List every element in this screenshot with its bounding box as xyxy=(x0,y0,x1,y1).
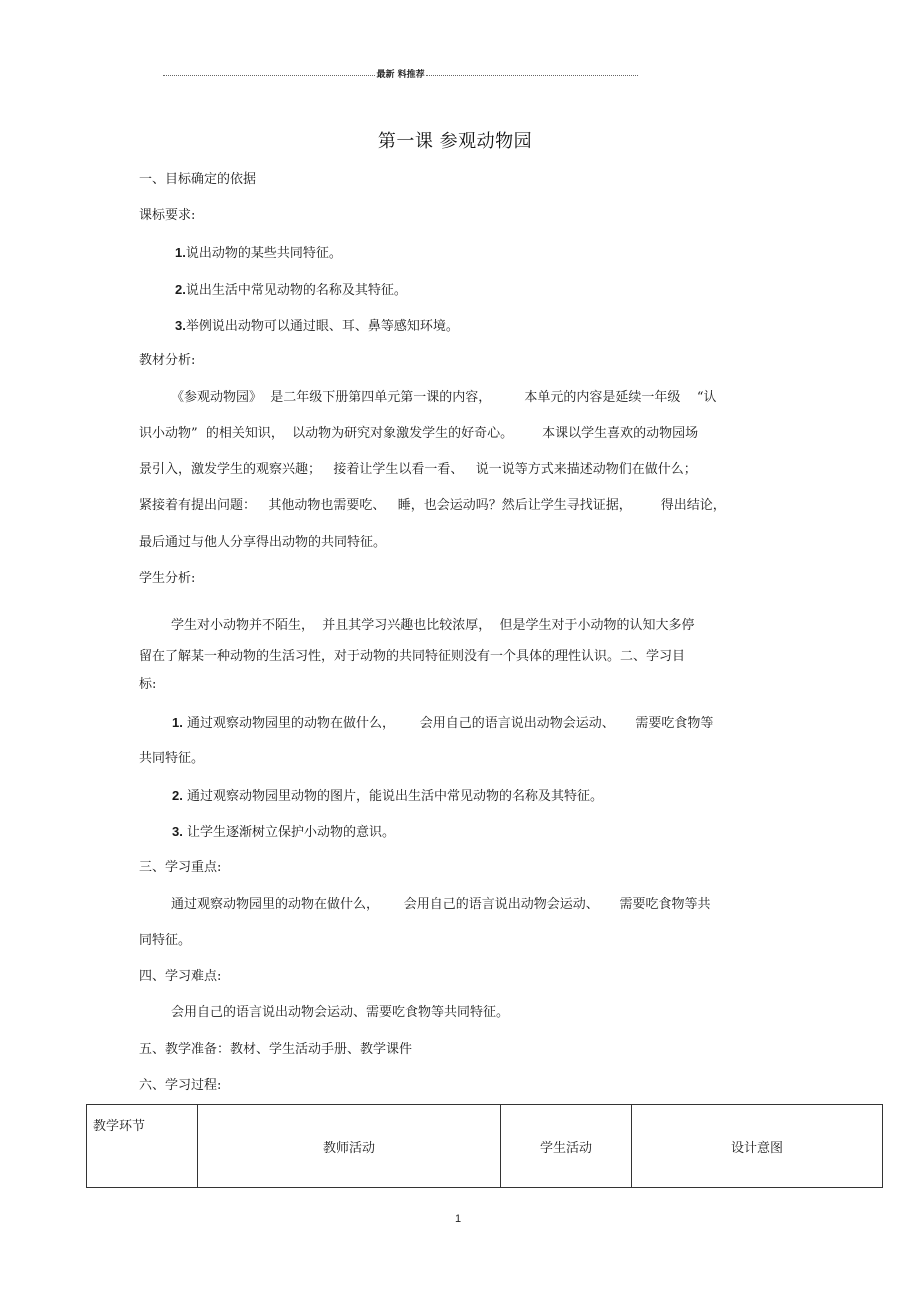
section-heading-difficulty: 四、学习难点: xyxy=(139,969,222,984)
paragraph-line: 留在了解某一种动物的生活习性，对于动物的共同特征则没有一个具体的理性认识。二、学习目 xyxy=(139,649,686,664)
goal-item xyxy=(172,715,713,732)
lesson-process-table xyxy=(86,1104,883,1188)
paragraph-line: 紧接着有提出问题： 其他动物也需要吃、 睡，也会运动吗？然后让学生寻找证据， 得出结论， xyxy=(139,498,726,513)
paragraph-line: 《参观动物园》 是二年级下册第四单元第一课的内容， 本单元的内容是延续一年级 “认 xyxy=(171,390,717,405)
goal-item xyxy=(172,788,603,805)
table-header-cell: 教学环节 xyxy=(87,1105,198,1188)
header-dots-right xyxy=(426,75,638,76)
item-text: 举例说出动物可以通过眼、耳、鼻等感知环境。 xyxy=(185,319,459,334)
item-text: 说出生活中常见动物的名称及其特征。 xyxy=(185,283,407,298)
section-heading-process: 六、学习过程: xyxy=(139,1078,222,1093)
table-header-cell: 教师活动 xyxy=(198,1105,501,1188)
curriculum-label: 课标要求: xyxy=(139,208,196,223)
table-header-cell: 设计意图 xyxy=(632,1105,883,1188)
header-dots-left xyxy=(163,75,375,76)
curriculum-item xyxy=(175,318,459,335)
item-text: 共同特征。 xyxy=(139,751,205,766)
paragraph-line: 最后通过与他人分享得出动物的共同特征。 xyxy=(139,535,387,550)
item-text: 通过观察动物园里动物的图片，能说出生活中常见动物的名称及其特征。 xyxy=(182,789,603,804)
paragraph-line: 会用自己的语言说出动物会运动、需要吃食物等共同特征。 xyxy=(171,1005,510,1020)
document-title: 第一课 参观动物园 xyxy=(377,131,533,152)
paragraph-line: 标: xyxy=(139,677,157,692)
student-analysis-label: 学生分析: xyxy=(139,571,196,586)
curriculum-item xyxy=(175,245,342,262)
item-number: 1. xyxy=(175,245,186,260)
goal-item-continued xyxy=(139,751,204,767)
paragraph-line: 学生对小动物并不陌生， 并且其学习兴趣也比较浓厚， 但是学生对于小动物的认知大多停 xyxy=(171,618,695,633)
section-heading-basis: 一、目标确定的依据 xyxy=(139,172,257,187)
paragraph-line: 同特征。 xyxy=(139,933,192,948)
page-header xyxy=(163,66,638,80)
goal-item xyxy=(172,824,395,841)
item-number: 2. xyxy=(175,282,186,297)
table-header-cell: 学生活动 xyxy=(501,1105,632,1188)
item-number: 2. xyxy=(172,788,183,803)
paragraph-line: 通过观察动物园里的动物在做什么， 会用自己的语言说出动物会运动、 需要吃食物等共 xyxy=(171,897,711,912)
item-text: 让学生逐渐树立保护小动物的意识。 xyxy=(182,825,395,840)
curriculum-item xyxy=(175,282,407,299)
item-text: 通过观察动物园里的动物在做什么， 会用自己的语言说出动物会运动、 需要吃食物等 xyxy=(182,716,714,731)
table-header-row xyxy=(87,1105,883,1188)
item-number: 1. xyxy=(172,715,183,730)
paragraph-line: 识小动物” 的相关知识， 以动物为研究对象激发学生的好奇心。 本课以学生喜欢的动物园场 xyxy=(139,426,699,441)
page-number: 1 xyxy=(455,1213,462,1225)
section-heading-preparation: 五、教学准备：教材、学生活动手册、教学课件 xyxy=(139,1042,413,1057)
paragraph-line: 景引入，激发学生的观察兴趣； 接着让学生以看一看、 说一说等方式来描述动物们在做什么； xyxy=(139,462,697,477)
item-number: 3. xyxy=(172,824,183,839)
header-text: 最新 料推荐 xyxy=(376,69,425,80)
item-number: 3. xyxy=(175,318,186,333)
textbook-analysis-label: 教材分析: xyxy=(139,353,196,368)
item-text: 说出动物的某些共同特征。 xyxy=(185,246,342,261)
section-heading-focus: 三、学习重点: xyxy=(139,860,222,875)
